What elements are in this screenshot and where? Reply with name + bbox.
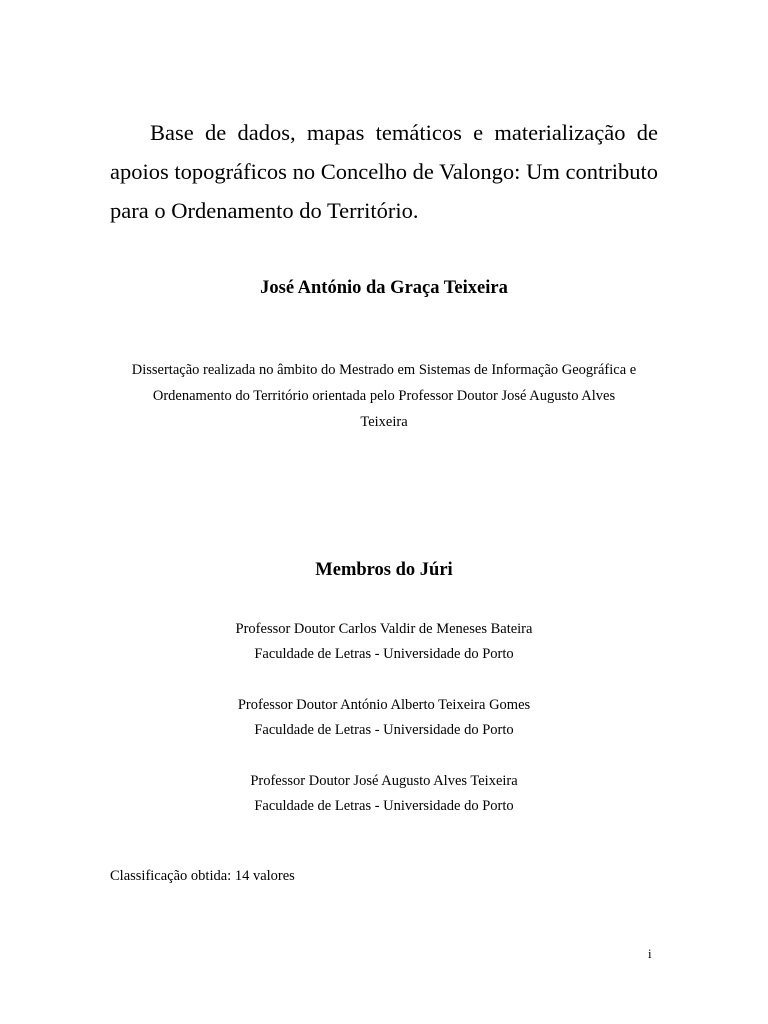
document-title: Base de dados, mapas temáticos e materialização de apoios topográficos no Concelho de Valongo: Um contributo para o Ordenamento do Território. [110,120,658,223]
page-number: i [648,946,652,961]
dissertation-statement [105,357,663,435]
dissertation-line-2: Ordenamento do Território orientada pelo Professor Doutor José Augusto Alves [152,388,616,404]
jury-member [0,617,768,666]
classification: Classificação obtida: 14 valores [110,868,295,884]
jury-member [0,769,768,818]
jury-member-name: Professor Doutor Carlos Valdir de Meneses Bateira [235,621,533,637]
jury-list [0,617,768,845]
dissertation-line-3: Teixeira [360,414,408,430]
jury-member-institution: Faculdade de Letras - Universidade do Porto [254,797,514,814]
author-name: José António da Graça Teixeira [260,278,508,298]
jury-member [0,693,768,742]
jury-member-institution: Faculdade de Letras - Universidade do Porto [254,721,514,738]
jury-member-name: Professor Doutor António Alberto Teixeira Gomes [237,697,531,713]
dissertation-line-1: Dissertação realizada no âmbito do Mestrado em Sistemas de Informação Geográfica e [131,362,637,378]
jury-member-institution: Faculdade de Letras - Universidade do Porto [254,645,514,662]
jury-member-name: Professor Doutor José Augusto Alves Teixeira [250,773,518,789]
jury-heading: Membros do Júri [315,560,453,580]
